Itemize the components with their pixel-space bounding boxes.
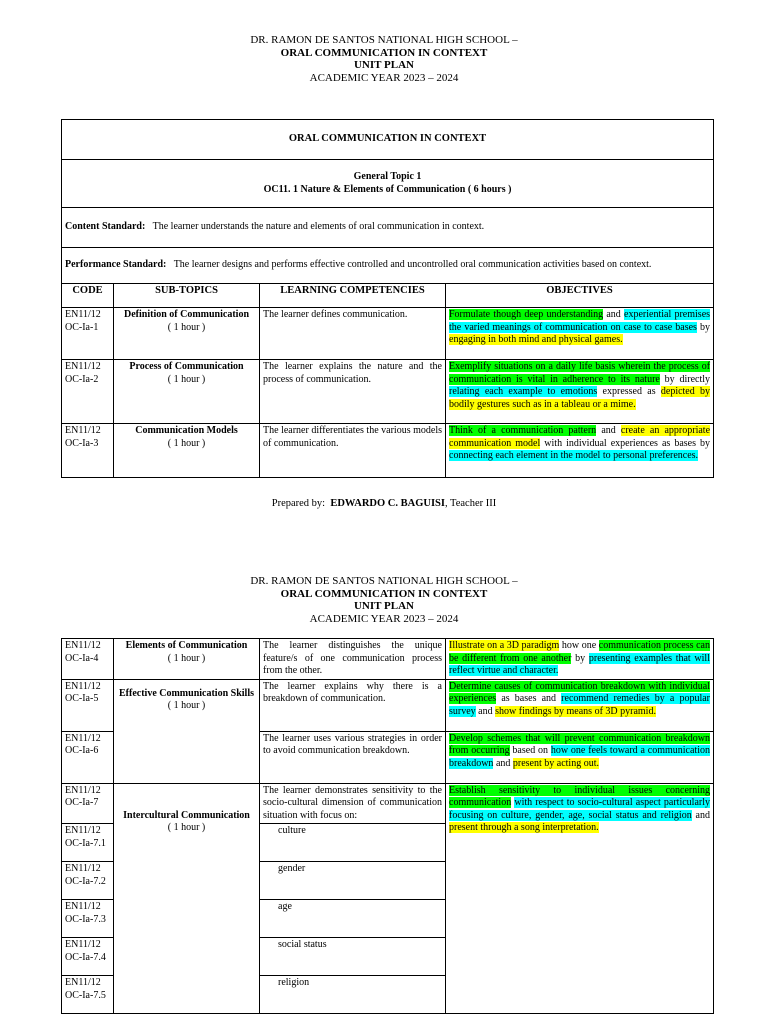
objective-segment: with individual experiences as bases by: [540, 437, 711, 449]
general-topic-title: OC11. 1 Nature & Elements of Communication ( 6 hours ): [263, 183, 512, 195]
objective-segment: connecting each element in the model to personal preferences.: [449, 450, 699, 461]
objective-segment: and: [691, 809, 710, 821]
objective-segment: create an appropriate communication model: [449, 425, 711, 449]
subtopic-title: Process of Communication: [129, 361, 244, 372]
code-cell: EN11/12 OC-Ia-7.5: [62, 976, 114, 1014]
competency-cell: The learner explains the nature and the process of communication.: [260, 360, 446, 424]
objective-cell: [446, 783, 714, 1014]
subtopic-hours: ( 1 hour ): [167, 822, 206, 833]
code-cell: EN11/12 OC-Ia-7.2: [62, 862, 114, 900]
objective-segment: relating each example to emotions: [449, 386, 598, 397]
column-header-subtopics: SUB-TOPICS: [114, 284, 260, 308]
subtopic-title: Elements of Communication: [125, 640, 248, 651]
content-standard-label: Content Standard:: [65, 221, 146, 233]
code-cell: EN11/12 OC-Ia-3: [62, 424, 114, 478]
objective-cell: [446, 424, 714, 478]
unit-plan-table-1: [61, 119, 714, 478]
objective-segment: by directly: [659, 373, 711, 385]
competency-subitem: culture: [260, 824, 446, 862]
competency-cell: The learner explains why there is a breakdown of communication.: [260, 679, 446, 731]
subtopic-cell: [114, 308, 260, 360]
competency-cell: The learner distinguishes the unique feature/s of one communication process from the other.: [260, 639, 446, 680]
objective-segment: Think of a communication pattern: [449, 425, 597, 436]
subject-title: ORAL COMMUNICATION IN CONTEXT: [280, 46, 488, 59]
subtopic-hours: ( 1 hour ): [167, 373, 206, 385]
subtopic-cell: [114, 679, 260, 783]
page-header-1: [0, 34, 768, 84]
objective-segment: Determine causes of communication breakdown with individual experiences: [449, 680, 710, 704]
objective-segment: engaging in both mind and physical games.: [449, 334, 623, 345]
column-header-competencies: LEARNING COMPETENCIES: [260, 284, 446, 308]
subtopic-cell: [114, 360, 260, 424]
subtopic-hours: ( 1 hour ): [167, 652, 206, 664]
table-title: ORAL COMMUNICATION IN CONTEXT: [62, 120, 714, 160]
subject-title: ORAL COMMUNICATION IN CONTEXT: [280, 587, 488, 600]
table-row: [62, 639, 714, 680]
code-cell: EN11/12 OC-Ia-1: [62, 308, 114, 360]
subtopic-title: Effective Communication Skills: [119, 687, 254, 699]
objective-segment: and: [493, 757, 513, 769]
competency-cell: The learner differentiates the various models of communication.: [260, 424, 446, 478]
objective-segment: present by acting out.: [512, 757, 599, 769]
academic-year: ACADEMIC YEAR 2023 – 2024: [309, 612, 459, 625]
subtopic-cell: [114, 424, 260, 478]
prepared-by-label: Prepared by:: [271, 498, 326, 509]
competency-cell: The learner defines communication.: [260, 308, 446, 360]
subtopic-title: Intercultural Communication: [123, 809, 250, 821]
objective-segment: Establish sensitivity to individual issues concerning communication: [449, 784, 710, 808]
prepared-by: [0, 498, 768, 509]
objective-segment: how one feels toward a communication breakdown: [449, 745, 710, 769]
objective-cell: [446, 679, 714, 731]
code-cell: EN11/12 OC-Ia-7.3: [62, 900, 114, 938]
column-header-code: CODE: [62, 284, 114, 308]
general-topic: [62, 160, 714, 208]
competency-subitem: age: [260, 900, 446, 938]
objective-segment: how one: [559, 640, 599, 651]
objective-cell: [446, 360, 714, 424]
page-header-2: [0, 575, 768, 625]
performance-standard-label: Performance Standard:: [65, 259, 167, 271]
objective-segment: present through a song interpretation.: [449, 822, 599, 833]
code-cell: EN11/12 OC-Ia-7.1: [62, 824, 114, 862]
objective-segment: and: [596, 425, 621, 436]
code-cell: EN11/12 OC-Ia-5: [62, 679, 114, 731]
code-cell: EN11/12 OC-Ia-7: [62, 783, 114, 824]
preparer-name: EDWARDO C. BAGUISI: [330, 498, 445, 509]
subtopic-hours: ( 1 hour ): [167, 437, 206, 449]
subtopic-title: Communication Models: [135, 425, 238, 436]
subtopic-title: Definition of Communication: [124, 309, 249, 320]
objective-segment: expressed as: [597, 386, 661, 397]
performance-standard-text: The learner designs and performs effective controlled and uncontrolled oral communication activities based on context.: [173, 259, 652, 271]
objective-segment: communication process can be different from one another: [449, 640, 710, 664]
objective-segment: Develop schemes that will prevent communication breakdown from occurring: [449, 732, 710, 756]
objective-segment: with respect to socio-cultural aspect particularly focusing on culture, gender, age, social status and religion: [449, 797, 710, 821]
competency-subitem: religion: [260, 976, 446, 1014]
objective-segment: Formulate though deep understanding: [449, 309, 604, 320]
table-row: [62, 308, 714, 360]
unit-plan-label: UNIT PLAN: [353, 600, 414, 612]
subtopic-hours: ( 1 hour ): [167, 700, 206, 711]
objective-segment: and: [603, 309, 625, 320]
subtopic-hours: ( 1 hour ): [167, 321, 206, 333]
competency-subitem: social status: [260, 938, 446, 976]
competency-cell: The learner uses various strategies in order to avoid communication breakdown.: [260, 731, 446, 783]
objective-segment: show findings by means of 3D pyramid.: [495, 705, 656, 717]
content-standard: [62, 208, 714, 248]
objective-segment: by: [696, 321, 711, 333]
table-row: [62, 424, 714, 478]
objective-cell: [446, 639, 714, 680]
objective-segment: and: [475, 705, 496, 717]
objective-segment: experiential premises the varied meanings of communication on case to case bases: [449, 309, 711, 333]
objective-segment: depicted by bodily gestures such as in a tableau or a mime.: [449, 386, 711, 410]
objective-cell: [446, 731, 714, 783]
objective-cell: [446, 308, 714, 360]
code-cell: EN11/12 OC-Ia-4: [62, 639, 114, 680]
objective-segment: recommend remedies by a popular survey: [449, 693, 710, 717]
school-name: DR. RAMON DE SANTOS NATIONAL HIGH SCHOOL –: [250, 575, 518, 587]
objective-segment: presenting examples that will reflect virtue and character.: [449, 652, 710, 676]
table-row: [62, 679, 714, 731]
code-cell: EN11/12 OC-Ia-2: [62, 360, 114, 424]
code-cell: EN11/12 OC-Ia-7.4: [62, 938, 114, 976]
subtopic-cell: [114, 639, 260, 680]
objective-segment: by: [571, 652, 589, 664]
academic-year: ACADEMIC YEAR 2023 – 2024: [309, 71, 459, 84]
competency-subitem: gender: [260, 862, 446, 900]
table-row: [62, 360, 714, 424]
objective-segment: based on: [509, 745, 551, 756]
objective-segment: Illustrate on a 3D paradigm: [449, 640, 560, 651]
objective-segment: Exemplify situations on a daily life basis wherein the process of communication is vital in adherence to its nature: [449, 361, 711, 385]
unit-plan-label: UNIT PLAN: [353, 59, 414, 71]
preparer-title: , Teacher III: [445, 498, 497, 509]
objective-segment: as bases and: [496, 693, 562, 704]
competency-cell: The learner demonstrates sensitivity to the socio-cultural dimension of communication situation with focus on:: [260, 783, 446, 824]
unit-plan-table-2: [61, 638, 714, 1014]
code-cell: EN11/12 OC-Ia-6: [62, 731, 114, 783]
performance-standard: [62, 248, 714, 284]
column-header-objectives: OBJECTIVES: [446, 284, 714, 308]
table-row: [62, 783, 714, 824]
subtopic-cell: [114, 783, 260, 1014]
school-name: DR. RAMON DE SANTOS NATIONAL HIGH SCHOOL –: [250, 34, 518, 46]
content-standard-text: The learner understands the nature and elements of oral communication in context.: [152, 221, 485, 233]
general-topic-label: General Topic 1: [353, 171, 422, 182]
